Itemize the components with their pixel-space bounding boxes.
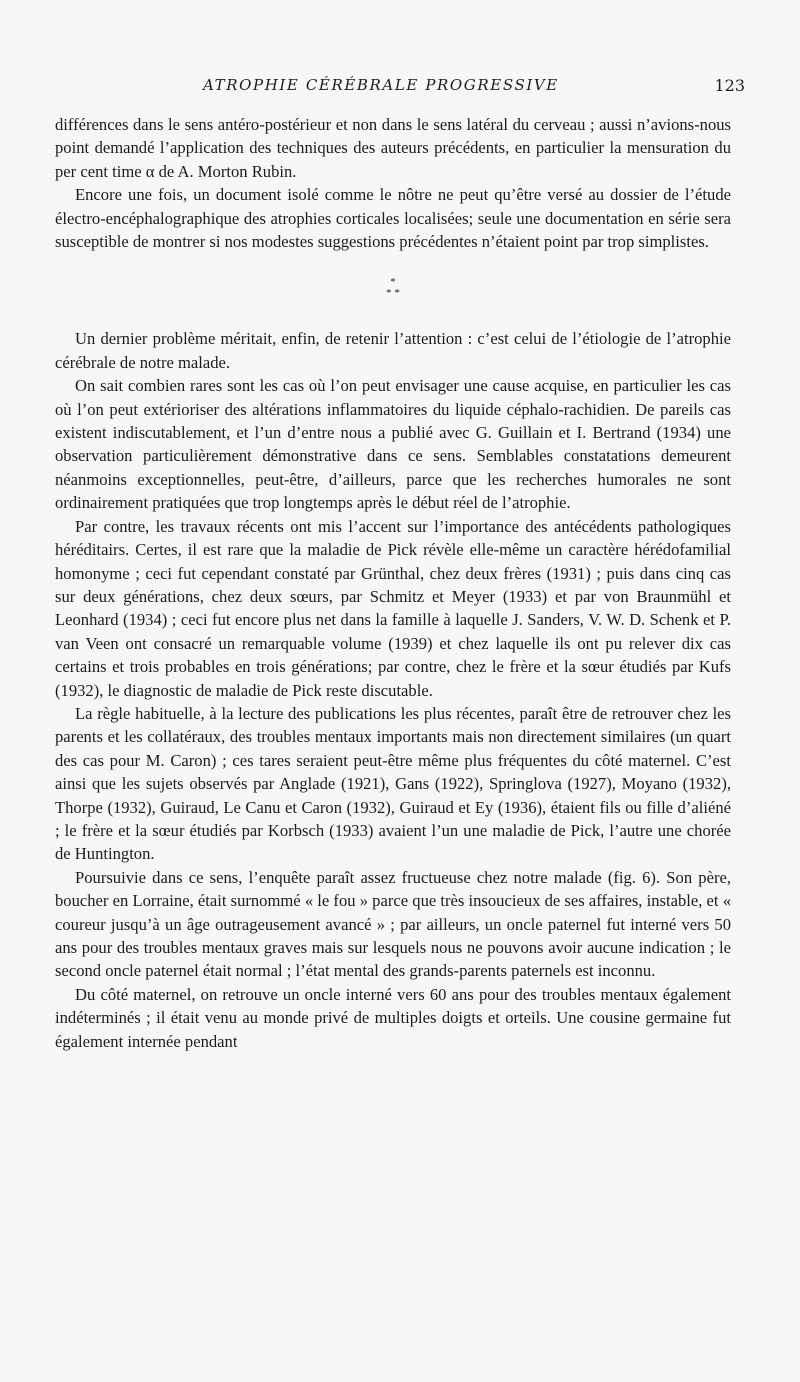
paragraph: La règle habituelle, à la lecture des publications les plus récentes, paraît être de retrouver chez les parents et les collatéraux, des troubles mentaux importants mais non directement similaires (un quart des cas pour M. Caron) ; ces tares seraient peut-être même plus fréquentes du côté maternel. C’est ainsi que les sujets observés par Anglade (1921), Gans (1922), Springlova (1927), Moyano (1932), Thorpe (1932), Guiraud, Le Canu et Caron (1932), Guiraud et Ey (1936), étaient fils ou fille d’aliéné ; le frère et la sœur étudiés par Korbsch (1933) avaient l’un une maladie de Pick, l’autre une chorée de Huntington. (55, 703, 731, 864)
paragraph: Poursuivie dans ce sens, l’enquête paraît assez fructueuse chez notre malade (fig. 6). Son père, boucher en Lorraine, était surnommé « le fou » parce que très insoucieux de ses affaires, instable, et « coureur jusqu’à un âge outrageusement avancé » ; par ailleurs, un oncle paternel fut interné vers 50 ans pour des troubles mentaux graves mais sur lesquels nous ne pouvons avoir aucune indication ; le second oncle paternel était normal ; l’état mental des grands-parents paternels est inconnu. (55, 867, 731, 981)
separator-stars-bottom: * * (386, 287, 400, 300)
separator-star-top: * (390, 276, 396, 289)
section-separator (55, 277, 731, 299)
paragraph: Un dernier problème méritait, enfin, de retenir l’attention : c’est celui de l’étiologie de l’atrophie cérébrale de notre malade. (55, 329, 731, 372)
running-title: ATROPHIE CÉRÉBRALE PROGRESSIVE (203, 76, 559, 94)
paragraph: Par contre, les travaux récents ont mis l’accent sur l’importance des antécédents pathologiques héréditairs. Certes, il est rare que la maladie de Pick révèle elle-même un caractère hérédofamilial homonyme ; ceci fut cependant constaté par Grünthal, chez deux frères (1931) ; puis dans cinq cas sur deux générations, chez deux sœurs, par Schmitz et Meyer (1933) et par von Braunmühl et Leonhard (1934) ; ceci fut encore plus net dans la famille à laquelle J. Sanders, V. W. D. Schenk et P. van Veen ont consacré un remarquable volume (1939) et chez laquelle ils ont pu relever dix cas certains et trois probables en trois générations; par contre, chez le frère et la sœur étudiés par Kufs (1932), le diagnostic de maladie de Pick reste discutable. (55, 516, 731, 700)
paragraph: Encore une fois, un document isolé comme le nôtre ne peut qu’être versé au dossier de l’étude électro-encéphalographique des atrophies corticales localisées; seule une documentation en série sera susceptible de montrer si nos modestes suggestions précédentes n’étaient point par trop simplistes. (55, 185, 731, 252)
paragraph: Du côté maternel, on retrouve un oncle interné vers 60 ans pour des troubles mentaux également indéterminés ; il était venu au monde privé de multiples doigts et orteils. Une cousine germaine fut également internée pendant (55, 984, 731, 1051)
page-number: 123 (714, 76, 745, 95)
paragraph: différences dans le sens antéro-postérieur et non dans le sens latéral du cerveau ; aussi n’avions-nous point demandé l’application des techniques des auteurs précédents, en particulier la mensuration du per cent time α de A. Morton Rubin. (55, 115, 731, 181)
page-header (55, 76, 745, 102)
paragraph: On sait combien rares sont les cas où l’on peut envisager une cause acquise, en particulier les cas où l’on peut extérioriser des altérations inflammatoires du liquide céphalo-rachidien. De pareils cas existent indiscutablement, et l’un d’entre nous a publié avec G. Guillain et I. Bertrand (1934) une observation particulièrement démonstrative dans ce sens. Semblables constatations demeurent néanmoins exceptionnelles, peut-être, d’ailleurs, parce que les recherches humorales ne sont ordinairement pratiquées que trop longtemps après le début réel de l’atrophie. (55, 376, 731, 513)
body-text (55, 113, 731, 1053)
